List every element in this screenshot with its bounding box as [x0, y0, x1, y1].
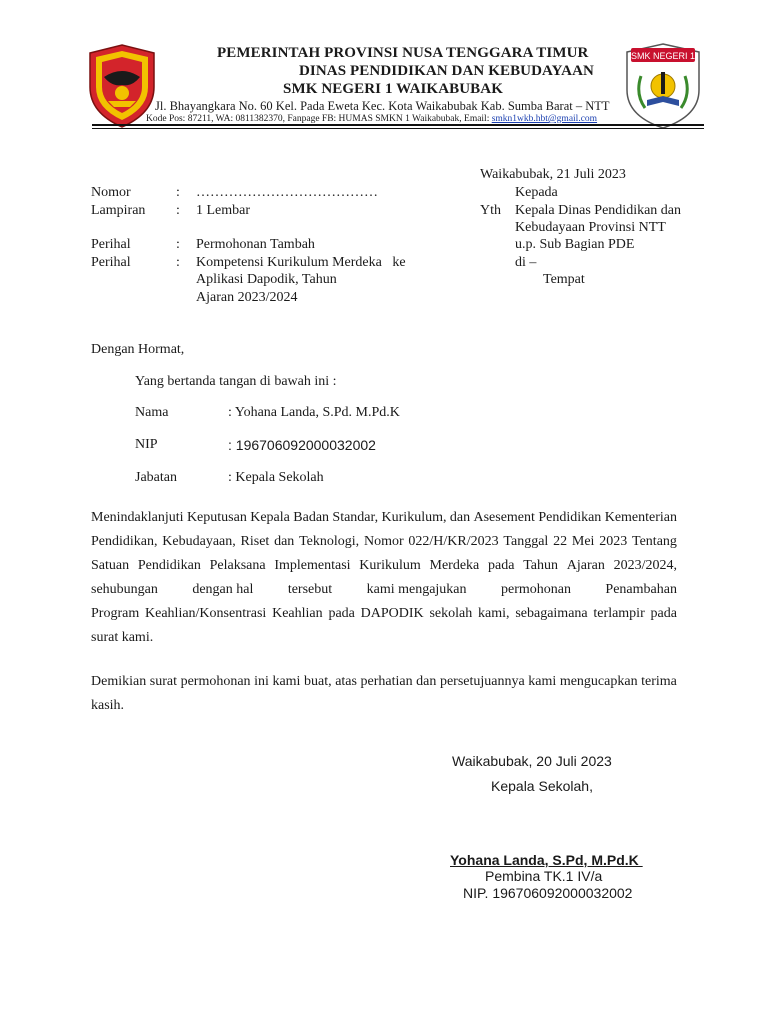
- spread-word-6: Penambahan: [605, 582, 677, 597]
- paragraph-main-line-2: [91, 530, 677, 554]
- header-contact: [146, 114, 597, 124]
- spread-word-1: sehubungan: [91, 582, 158, 597]
- word: terima: [641, 674, 677, 689]
- nomor-colon: :: [176, 185, 180, 200]
- word: Kurikulum,: [381, 510, 447, 525]
- word: dan: [449, 510, 471, 525]
- word: sebagaimana: [515, 606, 588, 621]
- lampiran-value: 1 Lembar: [196, 203, 251, 218]
- header-contact-text: Kode Pos: 87211, WA: 0811382370, Fanpage FB: HUMAS SMKN 1 Waikabubak, Email:: [146, 114, 492, 124]
- word: Tahun: [523, 558, 558, 573]
- word: sekolah: [429, 606, 473, 621]
- school-badge-text: SMK NEGERI 1: [630, 51, 696, 61]
- recipient-line-3: u.p. Sub Bagian PDE: [515, 237, 635, 252]
- perihal-line-2: Aplikasi Dapodik, Tahun: [196, 272, 337, 287]
- field-jabatan-label: Jabatan: [135, 470, 177, 485]
- signature-nip: NIP. 196706092000032002: [463, 885, 633, 901]
- word: Ajaran: [566, 558, 605, 573]
- perihal-colon-2: :: [176, 255, 180, 270]
- field-nip-label: NIP: [135, 437, 158, 452]
- recipient-kepada: Kepada: [515, 185, 558, 200]
- word: Merdeka: [429, 558, 480, 573]
- paragraph-main-line-1: [91, 506, 677, 530]
- spread-word-4: kami mengajukan: [366, 582, 467, 597]
- signature-place-date: Waikabubak, 20 Juli 2023: [452, 753, 612, 769]
- word: dan: [274, 534, 295, 549]
- word: kami,: [478, 606, 510, 621]
- word: 2023: [599, 534, 628, 549]
- word: terlampir: [593, 606, 645, 621]
- field-nip-value: : 196706092000032002: [228, 437, 376, 453]
- header-rule-thin: [92, 128, 704, 129]
- header-line-province: PEMERINTAH PROVINSI NUSA TENGGARA TIMUR: [217, 45, 589, 61]
- paragraph-closing-line-2-text: kasih.: [91, 698, 125, 713]
- header-rule-thick: [92, 124, 704, 126]
- word: kami: [528, 674, 557, 689]
- school-badge-logo: [623, 42, 703, 130]
- word: ini: [254, 674, 269, 689]
- word: Tentang: [632, 534, 677, 549]
- word: Kurikulum: [359, 558, 421, 573]
- perihal-label-2: Perihal: [91, 255, 131, 270]
- word: 022/H/KR/2023: [408, 534, 499, 549]
- word: 2023/2024,: [613, 558, 677, 573]
- header-line-school: SMK NEGERI 1 WAIKABUBAK: [283, 81, 503, 97]
- perihal-value: Permohonan Tambah: [196, 237, 315, 252]
- word: dan: [416, 674, 437, 689]
- word: Pendidikan: [538, 510, 602, 525]
- recipient-tempat: Tempat: [543, 272, 585, 287]
- greeting: Dengan Hormat,: [91, 342, 185, 357]
- paragraph-closing-line-2: [91, 694, 677, 718]
- word: perhatian: [360, 674, 413, 689]
- word: Keahlian: [272, 606, 323, 621]
- word: Kebudayaan,: [162, 534, 236, 549]
- recipient-line-1: Kepala Dinas Pendidikan dan: [515, 203, 682, 218]
- field-nama-value: : Yohana Landa, S.Pd. M.Pd.K: [228, 405, 400, 420]
- paragraph-main: [91, 506, 677, 650]
- word: Badan: [293, 510, 330, 525]
- signature-rank: Pembina TK.1 IV/a: [485, 868, 603, 884]
- letter-date: Waikabubak, 21 Juli 2023: [480, 167, 626, 182]
- word: surat: [149, 674, 177, 689]
- recipient-line-2: Kebudayaan Provinsi NTT: [515, 220, 666, 235]
- word: Riset: [240, 534, 270, 549]
- word: atas: [335, 674, 357, 689]
- perihal-line-1: Kompetensi Kurikulum Merdeka ke: [196, 255, 406, 270]
- spread-word-3: tersebut: [287, 582, 333, 597]
- word: permohonan: [180, 674, 251, 689]
- word: Pendidikan: [137, 558, 201, 573]
- nomor-label: Nomor: [91, 185, 131, 200]
- word: Menindaklanjuti: [91, 510, 184, 525]
- paragraph-main-line-6-text: surat kami.: [91, 630, 154, 645]
- word: Standar,: [332, 510, 379, 525]
- word: Satuan: [91, 558, 130, 573]
- paragraph-main-line-6: [91, 626, 677, 650]
- signature-name: Yohana Landa, S.Pd, M.Pd.K: [450, 852, 643, 868]
- word: 22: [553, 534, 568, 549]
- word: Kepala: [250, 510, 290, 525]
- word: pada: [328, 606, 355, 621]
- word: Teknologi,: [299, 534, 360, 549]
- word: persetujuannya: [439, 674, 525, 689]
- signature-role: Kepala Sekolah,: [491, 778, 593, 794]
- word: Keahlian/Konsentrasi: [145, 606, 267, 621]
- header-address: Jl. Bhayangkara No. 60 Kel. Pada Eweta Kec. Kota Waikabubak Kab. Sumba Barat – NTT: [155, 99, 610, 113]
- lampiran-colon: :: [176, 203, 180, 218]
- perihal-colon: :: [176, 237, 180, 252]
- word: Kementerian: [604, 510, 677, 525]
- paragraph-main-line-4: [91, 578, 677, 602]
- paragraph-main-line-3: [91, 554, 677, 578]
- word: Keputusan: [186, 510, 247, 525]
- paragraph-closing: [91, 670, 677, 718]
- word: Program: [91, 606, 140, 621]
- word: pada: [650, 606, 677, 621]
- word: kami: [272, 674, 301, 689]
- perihal-label: Perihal: [91, 237, 131, 252]
- word: Tanggal: [503, 534, 549, 549]
- word: Asesement: [473, 510, 535, 525]
- word: buat,: [304, 674, 332, 689]
- spread-word-5: permohonan: [500, 582, 571, 597]
- nomor-value: …………………………………: [196, 185, 378, 200]
- word: mengucapkan: [559, 674, 638, 689]
- word: pada: [488, 558, 515, 573]
- paragraph-closing-line-1: [91, 670, 677, 694]
- word: Pendidikan,: [91, 534, 158, 549]
- header-email-link[interactable]: smkn1wkb.hbt@gmail.com: [491, 114, 598, 124]
- field-nama-label: Nama: [135, 405, 169, 420]
- word: Implementasi: [274, 558, 351, 573]
- word: Mei: [571, 534, 595, 549]
- paragraph-main-line-5: [91, 602, 677, 626]
- word: Pelaksana: [209, 558, 266, 573]
- word: Nomor: [363, 534, 404, 549]
- lampiran-label: Lampiran: [91, 203, 146, 218]
- header-line-department: DINAS PENDIDIKAN DAN KEBUDAYAAN: [299, 63, 594, 79]
- perihal-line-3: Ajaran 2023/2024: [196, 290, 298, 305]
- recipient-line-4: di –: [515, 255, 537, 270]
- field-jabatan-value: : Kepala Sekolah: [228, 470, 324, 485]
- intro-text: Yang bertanda tangan di bawah ini :: [135, 374, 337, 389]
- word: DAPODIK: [360, 606, 424, 621]
- spread-word-2: dengan hal: [192, 582, 254, 597]
- recipient-yth: Yth: [480, 203, 501, 218]
- word: Demikian: [91, 674, 147, 689]
